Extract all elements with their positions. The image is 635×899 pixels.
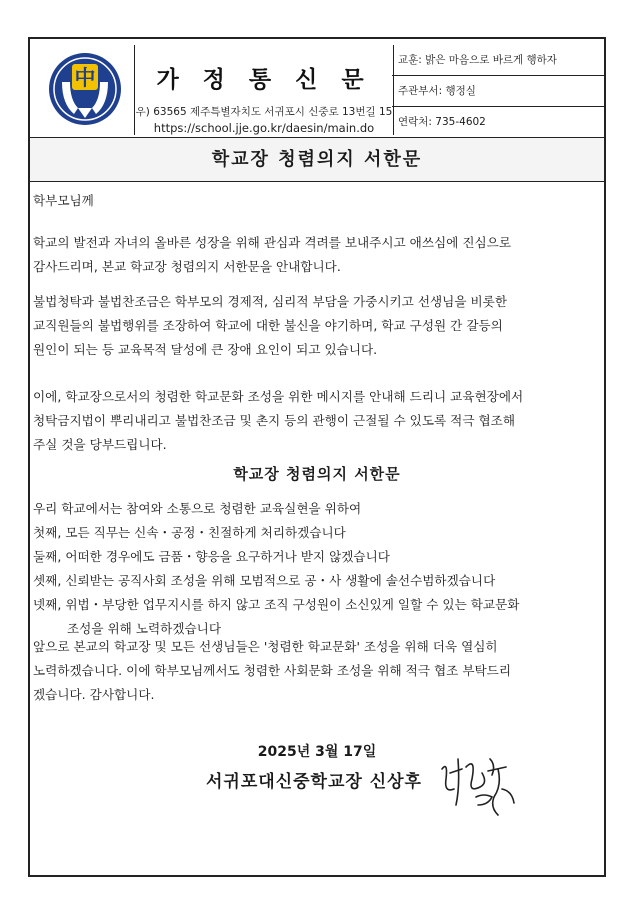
contact-number: 연락처: 735-4602 — [398, 116, 486, 128]
closing-line: 앞으로 본교의 학교장 및 모든 선생님들은 '청렴한 학교문화' 조성을 위해 더욱 열심히 — [33, 639, 498, 654]
newsletter-title-box — [134, 45, 394, 135]
pledge-intro: 우리 학교에서는 참여와 소통으로 청렴한 교육실현을 위하여 — [33, 501, 362, 516]
school-motto: 교훈: 밝은 마음으로 바르게 행하자 — [392, 45, 604, 76]
newsletter-frame — [28, 37, 606, 877]
closing-line: 노력하겠습니다. 이에 학부모님께서도 청렴한 사회문화 조성을 위해 적극 협조 부탁드리 — [33, 663, 511, 678]
newsletter-header — [30, 39, 604, 138]
paragraph-3-line: 청탁금지법이 뿌리내리고 불법찬조금 및 촌지 등의 관행이 근절될 수 있도록 적극 협조해 — [33, 413, 515, 428]
school-url[interactable]: https://school.jje.go.kr/daesin/main.do — [153, 121, 375, 135]
pledge-item-fourth: 넷째, 위법・부당한 업무지시를 하지 않고 조직 구성원이 소신있게 일할 수 있는 학교문화 — [33, 597, 520, 612]
paragraph-1-line: 학교의 발전과 자녀의 올바른 성장을 위해 관심과 격려를 보내주시고 애쓰심에 진심으로 — [33, 235, 511, 250]
paragraph-3-line: 이에, 학교장으로서의 청렴한 학교문화 조성을 위한 메시지를 안내해 드리니 교육현장에서 — [33, 389, 524, 404]
paragraph-3-line: 주실 것을 당부드립니다. — [33, 437, 167, 452]
school-logo — [48, 52, 122, 126]
paragraph-2-line: 불법청탁과 불법찬조금은 학부모의 경제적, 심리적 부담을 가중시키고 선생님을 비롯한 — [33, 294, 507, 309]
paragraph-3 — [33, 385, 595, 457]
newsletter-title: 가 정 통 신 문 — [156, 67, 372, 93]
paragraph-2-line: 원인이 되는 등 교육목적 달성에 큰 장애 요인이 되고 있습니다. — [33, 342, 378, 357]
pledge-list — [33, 497, 595, 641]
letter-date: 2025년 3월 17일 — [257, 744, 377, 760]
paragraph-2-line: 교직원들의 불법행위를 조장하여 학교에 대한 불신을 야기하며, 학교 구성원 간 갈등의 — [33, 318, 503, 333]
letter-title: 학교장 청렴의지 서한문 — [30, 138, 604, 182]
paragraph-1 — [33, 231, 595, 279]
logo-character: 中 — [74, 66, 96, 90]
handwritten-signature — [432, 749, 522, 823]
info-box — [392, 45, 604, 135]
pledge-item-third: 셋째, 신뢰받는 공직사회 조성을 위해 모범적으로 공・사 생활에 솔선수범하겠습니다 — [33, 573, 496, 588]
department: 주관부서: 행정실 — [392, 76, 604, 107]
pledge-item-first: 첫째, 모든 직무는 신속・공정・친절하게 처리하겠습니다 — [33, 525, 346, 540]
pledge-item-second: 둘째, 어떠한 경우에도 금품・향응을 요구하거나 받지 않겠습니다 — [33, 549, 390, 564]
signer-name: 서귀포대신중학교장 신상후 — [206, 772, 422, 792]
pledge-item-fourth-cont: 조성을 위해 노력하겠습니다 — [67, 621, 221, 636]
paragraph-1-line: 감사드리며, 본교 학교장 청렴의지 서한문을 안내합니다. — [33, 259, 341, 274]
closing-paragraph — [33, 635, 595, 707]
pledge-title: 학교장 청렴의지 서한문 — [233, 465, 401, 483]
paragraph-2 — [33, 290, 595, 362]
salutation: 학부모님께 — [33, 193, 94, 208]
school-address: 우) 63565 제주특별자치도 서귀포시 신중로 13번길 15 — [135, 106, 393, 118]
closing-line: 겠습니다. 감사합니다. — [33, 687, 155, 702]
